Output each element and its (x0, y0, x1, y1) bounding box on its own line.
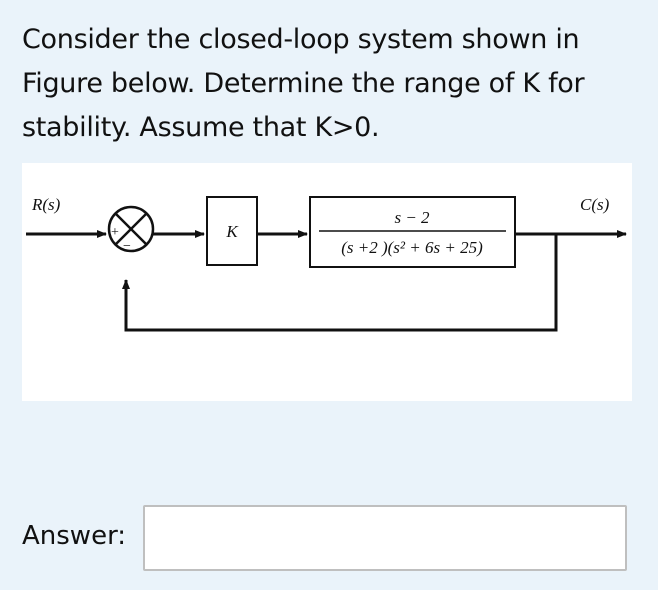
plus-sign: + (111, 225, 119, 240)
plant-numerator: s − 2 (394, 208, 430, 227)
question-text: Consider the closed-loop system shown in Figure below. Determine the range of K for stability. Assume that K>0. (22, 24, 585, 143)
gain-label: K (226, 222, 238, 241)
answer-input[interactable] (143, 505, 627, 571)
plant-denominator: (s +2 )(s² + 6s + 25) (341, 238, 483, 257)
block-diagram-svg (22, 163, 632, 401)
block-diagram (22, 163, 632, 401)
answer-label: Answer: (22, 521, 127, 551)
input-label: R(s) (32, 195, 61, 214)
output-label: C(s) (580, 195, 610, 214)
minus-sign: − (123, 239, 131, 254)
